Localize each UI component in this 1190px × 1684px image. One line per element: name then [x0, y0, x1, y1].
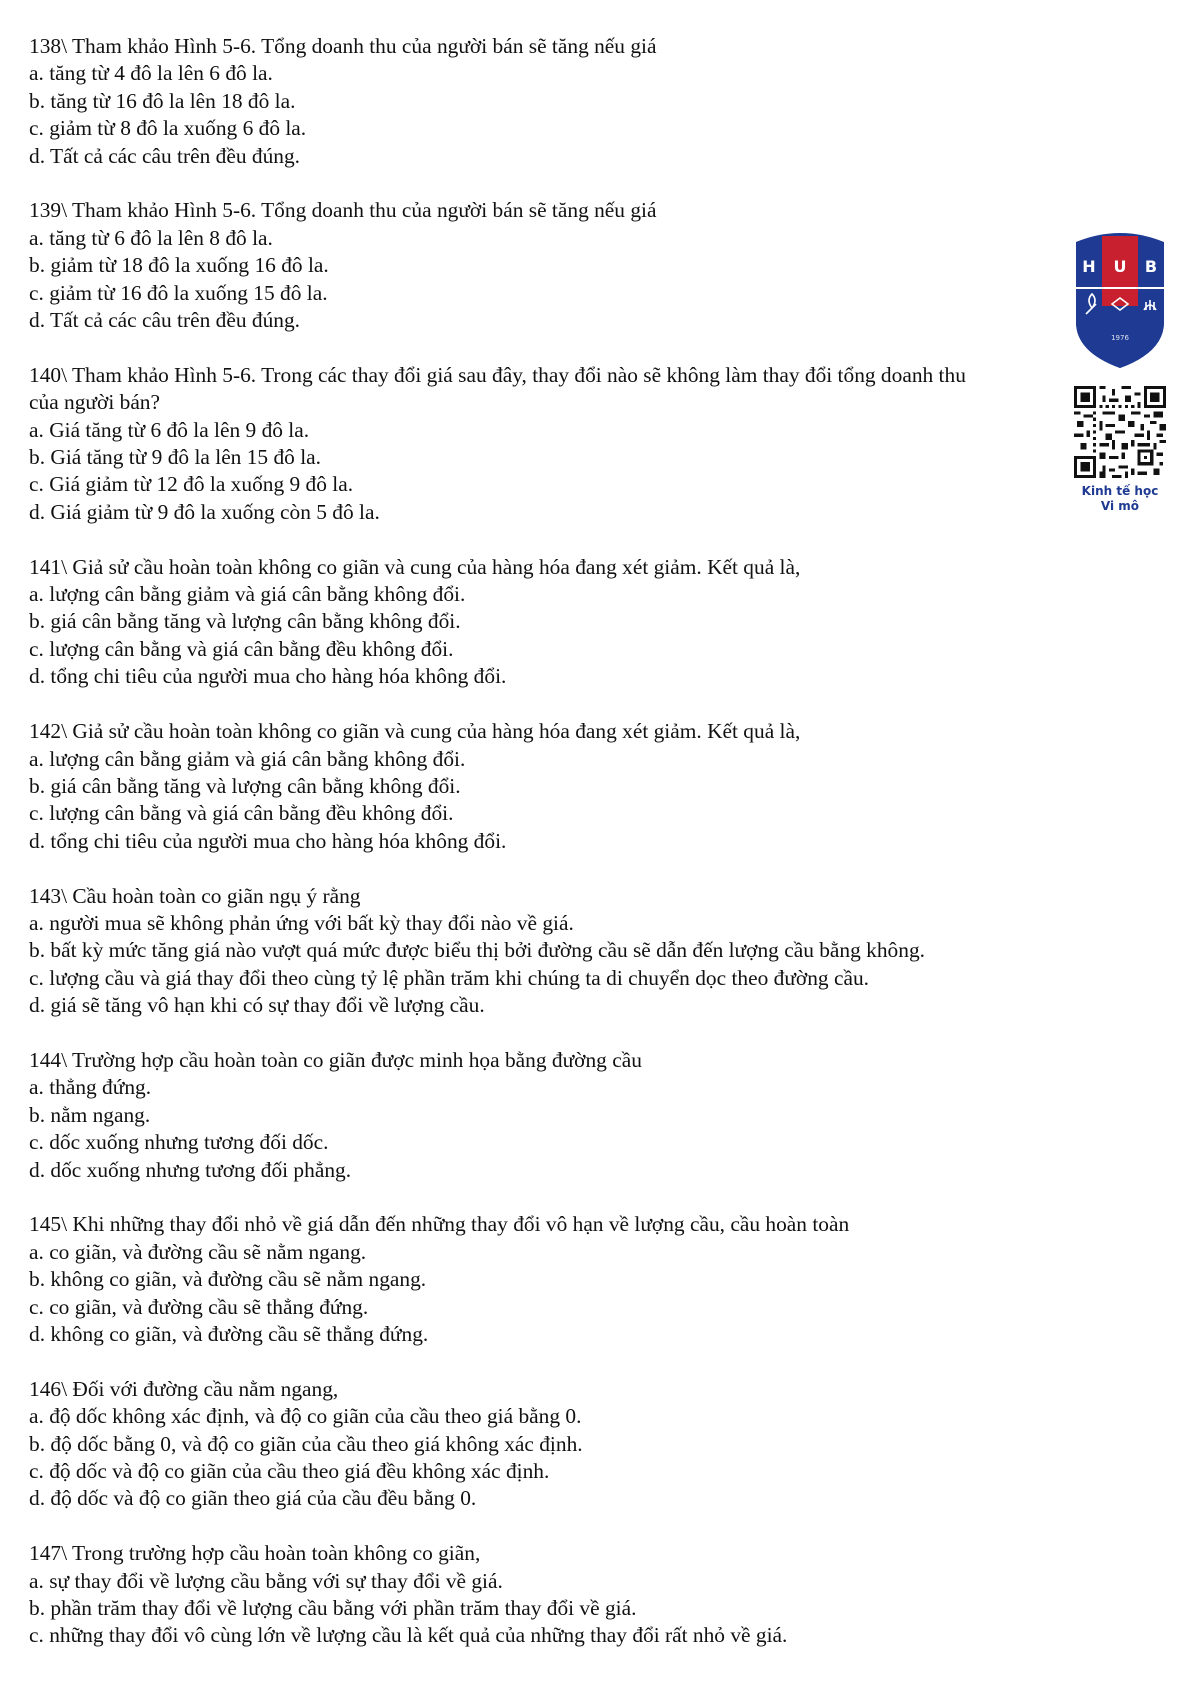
- question-138: [29, 33, 1059, 170]
- question-142: [29, 718, 1059, 855]
- logo-letter-h: H: [1082, 257, 1096, 276]
- question-stem: 138\ Tham khảo Hình 5-6. Tổng doanh thu của người bán sẽ tăng nếu giá: [29, 34, 657, 58]
- question-stem: 144\ Trường hợp cầu hoàn toàn co giãn được minh họa bằng đường cầu: [29, 1047, 642, 1072]
- option-a: a. người mua sẽ không phản ứng với bất kỳ thay đổi nào về giá.: [29, 910, 574, 935]
- question-stem: 141\ Giả sử cầu hoàn toàn không co giãn và cung của hàng hóa đang xét giảm. Kết quả là,: [29, 554, 801, 579]
- option-c: c. những thay đổi vô cùng lớn về lượng cầu là kết quả của những thay đổi rất nhỏ về giá.: [29, 1623, 788, 1648]
- option-d: d. giá sẽ tăng vô hạn khi có sự thay đổi về lượng cầu.: [29, 993, 485, 1018]
- option-d: d. Giá giảm từ 9 đô la xuống còn 5 đô la.: [29, 499, 380, 524]
- question-stem: 143\ Cầu hoàn toàn co giãn ngụ ý rằng: [29, 883, 361, 908]
- question-stem: 140\ Tham khảo Hình 5-6. Trong các thay đổi giá sau đây, thay đổi nào sẽ không làm thay đổi tổng doanh thu của người bán?: [29, 362, 966, 415]
- question-stem: 145\ Khi những thay đổi nhỏ về giá dẫn đến những thay đổi vô hạn về lượng cầu, cầu hoàn toàn: [29, 1212, 850, 1237]
- question-139: [29, 197, 1059, 334]
- option-b: b. không co giãn, và đường cầu sẽ nằm ngang.: [29, 1267, 427, 1292]
- question-140: [29, 362, 1059, 526]
- option-a: a. thẳng đứng.: [29, 1075, 152, 1100]
- option-a: a. độ dốc không xác định, và độ co giãn của cầu theo giá bằng 0.: [29, 1404, 582, 1429]
- option-b: b. bất kỳ mức tăng giá nào vượt quá mức được biểu thị bởi đường cầu sẽ dẫn đến lượng cầu bằng không.: [29, 938, 925, 963]
- option-d: d. độ dốc và độ co giãn theo giá của cầu đều bằng 0.: [29, 1486, 477, 1511]
- question-list: [29, 33, 1059, 1677]
- option-b: b. tăng từ 16 đô la lên 18 đô la.: [29, 88, 296, 113]
- hub-shield-logo: [1072, 230, 1168, 370]
- option-a: a. sự thay đổi về lượng cầu bằng với sự thay đổi về giá.: [29, 1568, 503, 1593]
- option-a: a. tăng từ 4 đô la lên 6 đô la.: [29, 61, 273, 86]
- option-d: d. Tất cả các câu trên đều đúng.: [29, 308, 301, 333]
- qr-code[interactable]: [1074, 386, 1166, 478]
- option-b: b. Giá tăng từ 9 đô la lên 15 đô la.: [29, 445, 321, 470]
- option-d: d. dốc xuống nhưng tương đối phẳng.: [29, 1157, 352, 1182]
- question-stem: 146\ Đối với đường cầu nằm ngang,: [29, 1376, 339, 1401]
- option-a: a. lượng cân bằng giảm và giá cân bằng không đổi.: [29, 746, 466, 771]
- logo-letter-u: U: [1113, 257, 1127, 276]
- question-145: [29, 1211, 1059, 1348]
- option-b: b. nằm ngang.: [29, 1102, 151, 1127]
- option-c: c. lượng cân bằng và giá cân bằng đều không đổi.: [29, 801, 454, 826]
- course-title-line2: Vi mô: [1100, 499, 1140, 513]
- question-141: [29, 554, 1059, 691]
- question-147: [29, 1540, 1059, 1650]
- branding-panel: [1066, 230, 1174, 514]
- option-c: c. giảm từ 16 đô la xuống 15 đô la.: [29, 280, 328, 305]
- option-d: d. không co giãn, và đường cầu sẽ thẳng đứng.: [29, 1321, 429, 1346]
- question-144: [29, 1047, 1059, 1184]
- option-a: a. tăng từ 6 đô la lên 8 đô la.: [29, 225, 273, 250]
- option-c: c. dốc xuống nhưng tương đối dốc.: [29, 1130, 329, 1155]
- logo-year: 1976: [1111, 334, 1129, 342]
- question-146: [29, 1376, 1059, 1513]
- option-c: c. co giãn, và đường cầu sẽ thẳng đứng.: [29, 1294, 369, 1319]
- logo-letter-b: B: [1144, 257, 1158, 276]
- option-c: c. lượng cầu và giá thay đổi theo cùng tỷ lệ phần trăm khi chúng ta di chuyển dọc theo đường cầu.: [29, 965, 870, 990]
- question-stem: 139\ Tham khảo Hình 5-6. Tổng doanh thu của người bán sẽ tăng nếu giá: [29, 198, 657, 223]
- option-d: d. Tất cả các câu trên đều đúng.: [29, 143, 301, 168]
- option-c: c. Giá giảm từ 12 đô la xuống 9 đô la.: [29, 472, 354, 497]
- option-d: d. tổng chi tiêu của người mua cho hàng hóa không đổi.: [29, 664, 507, 689]
- option-a: a. lượng cân bằng giảm và giá cân bằng không đổi.: [29, 582, 466, 607]
- option-b: b. giá cân bằng tăng và lượng cân bằng không đổi.: [29, 773, 461, 798]
- option-c: c. giảm từ 8 đô la xuống 6 đô la.: [29, 116, 307, 141]
- option-c: c. độ dốc và độ co giãn của cầu theo giá đều không xác định.: [29, 1459, 550, 1483]
- option-d: d. tổng chi tiêu của người mua cho hàng hóa không đổi.: [29, 828, 507, 853]
- question-143: [29, 883, 1059, 1020]
- course-label: [1082, 484, 1159, 514]
- option-a: a. co giãn, và đường cầu sẽ nằm ngang.: [29, 1239, 367, 1264]
- option-b: b. phần trăm thay đổi về lượng cầu bằng với phần trăm thay đổi về giá.: [29, 1596, 637, 1621]
- option-b: b. độ dốc bằng 0, và độ co giãn của cầu theo giá không xác định.: [29, 1431, 583, 1456]
- question-stem: 147\ Trong trường hợp cầu hoàn toàn không co giãn,: [29, 1541, 481, 1566]
- question-stem: 142\ Giả sử cầu hoàn toàn không co giãn và cung của hàng hóa đang xét giảm. Kết quả là,: [29, 719, 801, 744]
- course-title-line1: Kinh tế học: [1081, 484, 1159, 498]
- option-a: a. Giá tăng từ 6 đô la lên 9 đô la.: [29, 417, 310, 442]
- option-b: b. giảm từ 18 đô la xuống 16 đô la.: [29, 253, 329, 278]
- option-c: c. lượng cân bằng và giá cân bằng đều không đổi.: [29, 636, 454, 661]
- option-b: b. giá cân bằng tăng và lượng cân bằng không đổi.: [29, 609, 461, 634]
